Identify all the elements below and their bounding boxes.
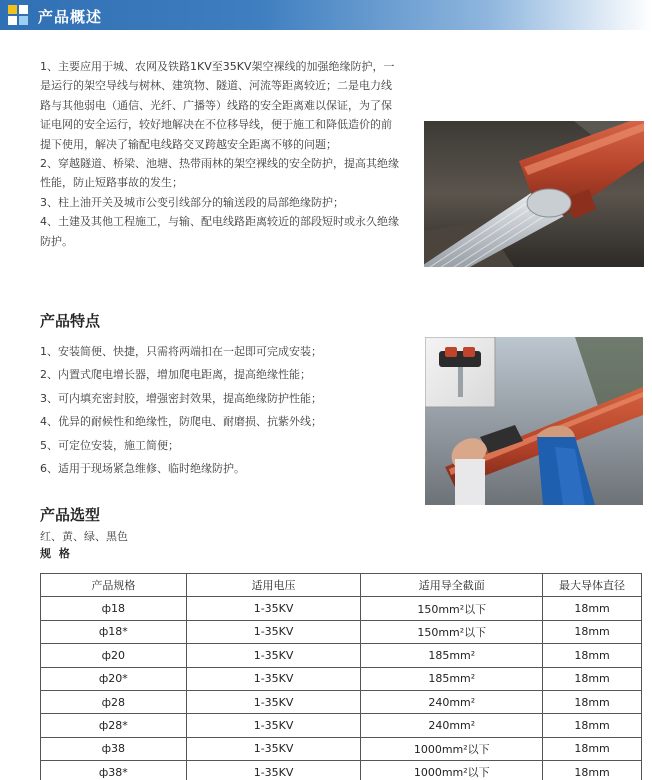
overview-line: 证电网的安全运行，较好地解决在不位移导线，便于施工和降低造价的前 — [40, 118, 392, 132]
table-cell: 18mm — [543, 690, 642, 713]
overview-line: 防护。 — [40, 234, 73, 248]
table-cell: 150mm²以下 — [361, 597, 543, 620]
column-header: 最大导体直径 — [543, 574, 642, 597]
table-cell: 1-35KV — [186, 667, 361, 690]
table-cell: 1-35KV — [186, 597, 361, 620]
table-cell: 185mm² — [361, 644, 543, 667]
table-cell: 18mm — [543, 620, 642, 643]
table-cell: ф20* — [41, 667, 187, 690]
table-cell: 1000mm²以下 — [361, 737, 543, 760]
overview-line: 性能，防止短路事故的发生； — [40, 176, 183, 190]
table-row — [41, 620, 642, 643]
overview-line: 2、穿越隧道、桥梁、池塘、热带雨林的架空裸线的安全防护，提高其绝缘 — [40, 157, 399, 171]
overview-line: 提下使用，解决了输配电线路交叉跨越安全距离不够的问题； — [40, 137, 337, 151]
feature-item: 2、内置式爬电增长器，增加爬电距离，提高绝缘性能； — [40, 368, 311, 382]
table-cell: ф28* — [41, 714, 187, 737]
table-cell: ф28 — [41, 690, 187, 713]
overview-line: 1、主要应用于城、农网及铁路1KV至35KV架空裸线的加强绝缘防护，一 — [40, 60, 395, 73]
table-cell: ф18* — [41, 620, 187, 643]
table-row — [41, 761, 642, 780]
spec-label: 规 格 — [40, 547, 72, 560]
table-row — [41, 737, 642, 760]
installation-photo — [425, 337, 643, 505]
column-header: 产品规格 — [41, 574, 187, 597]
table-cell: 1-35KV — [186, 714, 361, 737]
column-header: 适用电压 — [186, 574, 361, 597]
features-title: 产品特点 — [40, 312, 101, 330]
available-colors: 红、黄、绿、黑色 — [40, 530, 128, 543]
table-cell: 1000mm²以下 — [361, 761, 543, 780]
table-cell: 1-35KV — [186, 644, 361, 667]
feature-item: 3、可内填充密封胶，增强密封效果，提高绝缘防护性能； — [40, 391, 322, 405]
table-cell: ф38* — [41, 761, 187, 780]
table-cell: 18mm — [543, 667, 642, 690]
feature-item: 6、适用于现场紧急维修、临时绝缘防护。 — [40, 462, 245, 476]
table-cell: 240mm² — [361, 690, 543, 713]
table-cell: 18mm — [543, 737, 642, 760]
feature-item: 4、优异的耐候性和绝缘性，防爬电、耐磨损、抗紫外线； — [40, 415, 322, 429]
table-cell: ф18 — [41, 597, 187, 620]
table-cell: 18mm — [543, 644, 642, 667]
overview-line: 路与其他弱电（通信、光纤、广播等）线路的安全距离难以保证，为了保 — [40, 98, 392, 112]
table-row — [41, 667, 642, 690]
spec-table — [40, 573, 642, 780]
overview-line: 是运行的架空导线与树林、建筑物、隧道、河流等距离较近；二是电力线 — [40, 79, 392, 93]
section-header-bar — [0, 0, 652, 30]
table-cell: 1-35KV — [186, 761, 361, 780]
table-cell: 150mm²以下 — [361, 620, 543, 643]
table-cell: 1-35KV — [186, 737, 361, 760]
table-row — [41, 644, 642, 667]
squares-logo-icon — [8, 5, 28, 25]
table-cell: ф38 — [41, 737, 187, 760]
table-cell: ф20 — [41, 644, 187, 667]
table-row — [41, 714, 642, 737]
table-header-row — [41, 574, 642, 597]
table-row — [41, 597, 642, 620]
feature-item: 1、安装简便、快捷，只需将两端扣在一起即可完成安装； — [40, 345, 322, 358]
overview-text — [40, 57, 412, 251]
table-cell: 18mm — [543, 714, 642, 737]
column-header: 适用导全截面 — [361, 574, 543, 597]
selection-title: 产品选型 — [40, 506, 101, 524]
table-row — [41, 690, 642, 713]
overview-line: 3、柱上油开关及城市公变引线部分的输送段的局部绝缘防护； — [40, 195, 344, 209]
overview-line: 4、土建及其他工程施工，与输、配电线路距离较近的部段短时或永久绝缘 — [40, 215, 399, 229]
table-cell: 18mm — [543, 597, 642, 620]
table-cell: 1-35KV — [186, 690, 361, 713]
cable-cover-photo — [424, 121, 644, 267]
features-list — [40, 340, 412, 480]
feature-item: 5、可定位安装，施工简便； — [40, 438, 179, 452]
table-cell: 185mm² — [361, 667, 543, 690]
table-cell: 18mm — [543, 761, 642, 780]
table-cell: 1-35KV — [186, 620, 361, 643]
overview-title: 产品概述 — [38, 8, 103, 26]
table-cell: 240mm² — [361, 714, 543, 737]
